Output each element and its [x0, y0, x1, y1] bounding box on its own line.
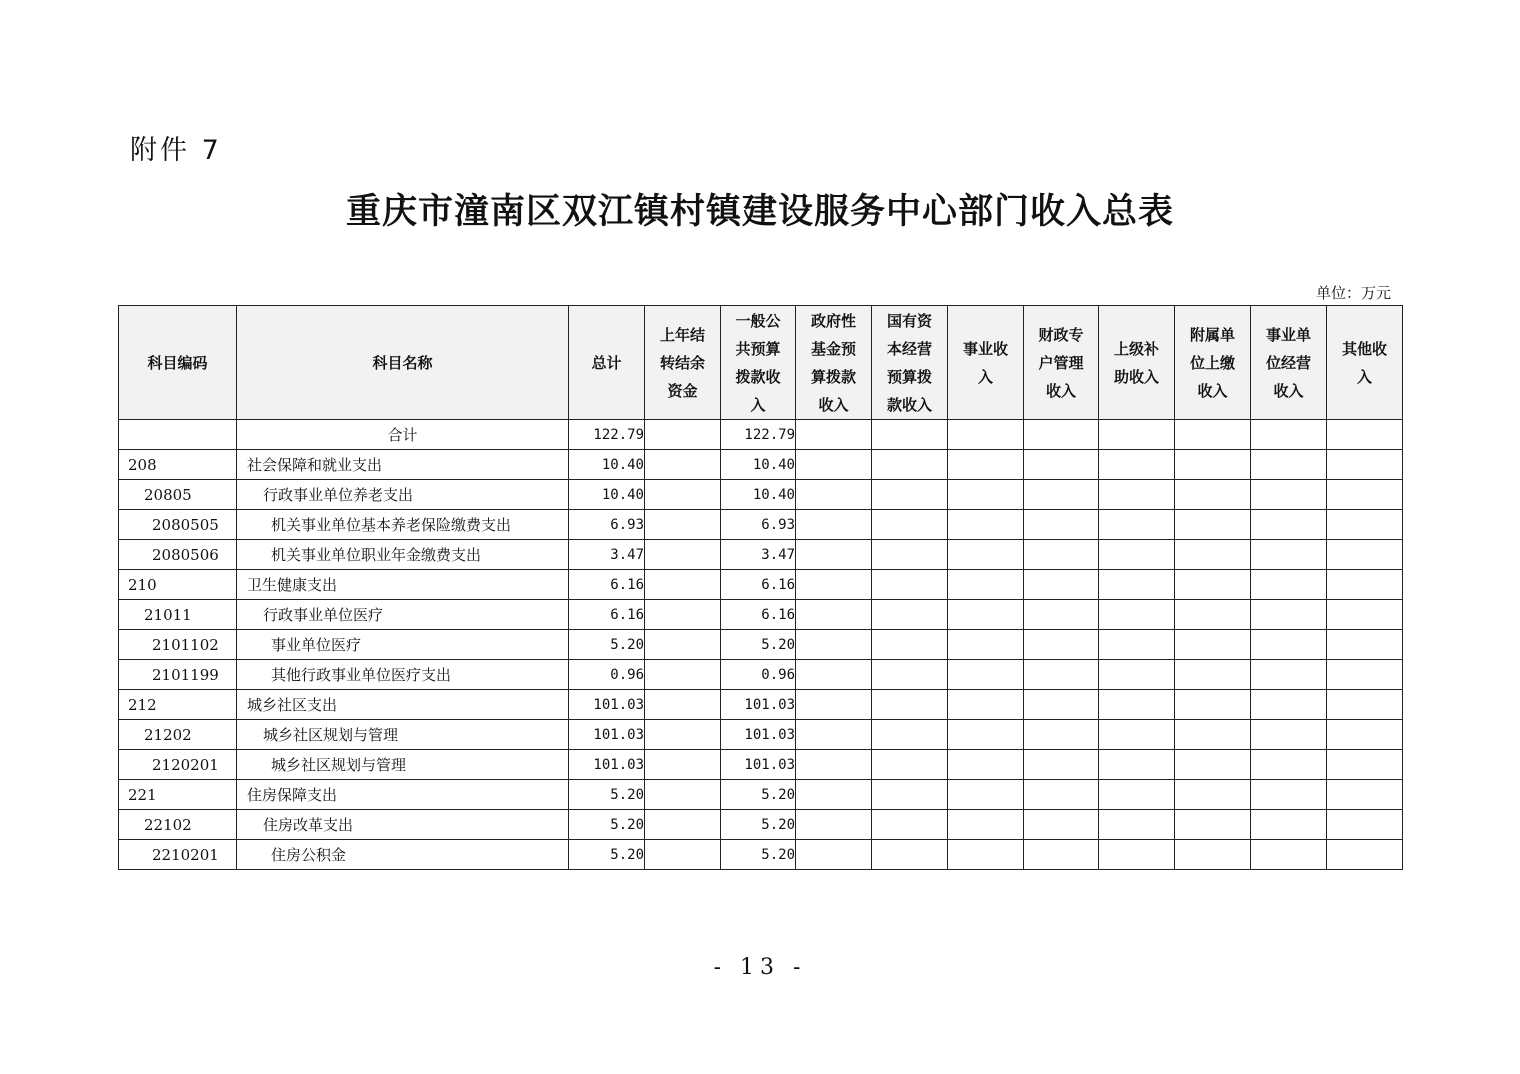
total-cell: 122.79: [569, 420, 645, 450]
page-number: - 13 -: [713, 955, 807, 980]
column-header-superior-subsidy-text: 上级补助收入: [1113, 339, 1159, 386]
empty-cell: [1327, 480, 1403, 510]
empty-cell: [1024, 600, 1099, 630]
empty-cell: [1099, 510, 1175, 540]
empty-cell: [1251, 750, 1327, 780]
column-header-general-budget: [721, 306, 796, 420]
column-header-other-income: [1327, 306, 1403, 420]
general-budget-cell: 101.03: [721, 690, 796, 720]
empty-cell: [948, 480, 1024, 510]
empty-cell: [1327, 630, 1403, 660]
empty-cell: [1175, 750, 1251, 780]
column-header-special-account: [1024, 306, 1099, 420]
empty-cell: [796, 510, 872, 540]
empty-cell: [872, 600, 948, 630]
name-cell: 机关事业单位基本养老保险缴费支出: [237, 510, 569, 540]
general-budget-cell: 122.79: [721, 420, 796, 450]
column-header-gov-fund: [796, 306, 872, 420]
empty-cell: [948, 510, 1024, 540]
column-header-code: 科目编码: [119, 306, 237, 420]
empty-cell: [1251, 630, 1327, 660]
empty-cell: [1251, 690, 1327, 720]
empty-cell: [1024, 750, 1099, 780]
total-cell: 5.20: [569, 780, 645, 810]
empty-cell: [1327, 510, 1403, 540]
column-header-operating-income: [1251, 306, 1327, 420]
empty-cell: [1251, 810, 1327, 840]
empty-cell: [1251, 570, 1327, 600]
empty-cell: [1251, 600, 1327, 630]
general-budget-cell: 101.03: [721, 720, 796, 750]
column-header-gov-fund-text: 政府性基金预算拨款收入: [810, 311, 856, 414]
empty-cell: [1175, 660, 1251, 690]
code-cell: 2120201: [119, 750, 237, 780]
empty-cell: [1251, 780, 1327, 810]
general-budget-cell: 5.20: [721, 630, 796, 660]
code-cell: 2210201: [119, 840, 237, 870]
total-cell: 10.40: [569, 450, 645, 480]
empty-cell: [1327, 450, 1403, 480]
code-cell: 2101199: [119, 660, 237, 690]
empty-cell: [796, 570, 872, 600]
empty-cell: [1175, 450, 1251, 480]
general-budget-cell: 5.20: [721, 840, 796, 870]
table-header-row: [119, 306, 1403, 420]
empty-cell: [1251, 420, 1327, 450]
table-row: [119, 810, 1403, 840]
name-cell: 机关事业单位职业年金缴费支出: [237, 540, 569, 570]
empty-cell: [872, 780, 948, 810]
column-header-state-capital-text: 国有资本经营预算拨款收入: [886, 311, 932, 414]
empty-cell: [1024, 420, 1099, 450]
empty-cell: [872, 570, 948, 600]
empty-cell: [1099, 600, 1175, 630]
code-cell: 221: [119, 780, 237, 810]
empty-cell: [1327, 600, 1403, 630]
empty-cell: [1327, 420, 1403, 450]
carryover-cell: [645, 540, 721, 570]
empty-cell: [796, 840, 872, 870]
table-row: [119, 540, 1403, 570]
table-row: [119, 570, 1403, 600]
total-cell: 6.16: [569, 570, 645, 600]
empty-cell: [948, 570, 1024, 600]
code-cell: [119, 420, 237, 450]
name-cell: 其他行政事业单位医疗支出: [237, 660, 569, 690]
name-cell: 卫生健康支出: [237, 570, 569, 600]
name-cell: 合计: [237, 420, 569, 450]
empty-cell: [948, 660, 1024, 690]
empty-cell: [1175, 630, 1251, 660]
empty-cell: [948, 840, 1024, 870]
total-cell: 101.03: [569, 750, 645, 780]
general-budget-cell: 10.40: [721, 480, 796, 510]
attachment-label: 附件 7: [130, 135, 222, 166]
code-cell: 21011: [119, 600, 237, 630]
code-cell: 21202: [119, 720, 237, 750]
general-budget-cell: 0.96: [721, 660, 796, 690]
column-header-superior-subsidy: [1099, 306, 1175, 420]
empty-cell: [1327, 810, 1403, 840]
empty-cell: [1327, 690, 1403, 720]
empty-cell: [872, 510, 948, 540]
empty-cell: [796, 720, 872, 750]
empty-cell: [1099, 450, 1175, 480]
empty-cell: [1099, 690, 1175, 720]
empty-cell: [1175, 720, 1251, 750]
empty-cell: [1327, 750, 1403, 780]
column-header-operating-income-text: 事业单位经营收入: [1265, 325, 1311, 400]
carryover-cell: [645, 420, 721, 450]
empty-cell: [1024, 510, 1099, 540]
code-cell: 210: [119, 570, 237, 600]
general-budget-cell: 6.16: [721, 570, 796, 600]
column-header-other-income-text: 其他收入: [1341, 339, 1387, 386]
empty-cell: [796, 690, 872, 720]
empty-cell: [1024, 660, 1099, 690]
empty-cell: [872, 690, 948, 720]
total-cell: 5.20: [569, 840, 645, 870]
total-cell: 5.20: [569, 630, 645, 660]
empty-cell: [1327, 720, 1403, 750]
carryover-cell: [645, 690, 721, 720]
empty-cell: [948, 750, 1024, 780]
empty-cell: [796, 750, 872, 780]
empty-cell: [872, 540, 948, 570]
empty-cell: [796, 480, 872, 510]
empty-cell: [1024, 480, 1099, 510]
column-header-affiliated-unit-text: 附属单位上缴收入: [1189, 325, 1235, 400]
empty-cell: [872, 480, 948, 510]
code-cell: 208: [119, 450, 237, 480]
empty-cell: [1251, 720, 1327, 750]
table-row: [119, 750, 1403, 780]
column-header-state-capital: [872, 306, 948, 420]
empty-cell: [1099, 570, 1175, 600]
empty-cell: [948, 540, 1024, 570]
code-cell: 212: [119, 690, 237, 720]
carryover-cell: [645, 810, 721, 840]
empty-cell: [796, 780, 872, 810]
empty-cell: [948, 420, 1024, 450]
revenue-summary-table: [118, 305, 1403, 870]
empty-cell: [1175, 600, 1251, 630]
carryover-cell: [645, 720, 721, 750]
table-row: [119, 720, 1403, 750]
column-header-affiliated-unit: [1175, 306, 1251, 420]
empty-cell: [1099, 480, 1175, 510]
empty-cell: [1251, 510, 1327, 540]
empty-cell: [1327, 540, 1403, 570]
name-cell: 城乡社区规划与管理: [237, 720, 569, 750]
empty-cell: [872, 630, 948, 660]
empty-cell: [1099, 660, 1175, 690]
column-header-carryover-text: 上年结转结余资金: [659, 325, 705, 400]
unit-label: 单位：万元: [1315, 284, 1391, 302]
empty-cell: [1175, 810, 1251, 840]
total-cell: 6.16: [569, 600, 645, 630]
carryover-cell: [645, 570, 721, 600]
empty-cell: [948, 630, 1024, 660]
empty-cell: [1099, 810, 1175, 840]
empty-cell: [948, 450, 1024, 480]
empty-cell: [872, 720, 948, 750]
carryover-cell: [645, 750, 721, 780]
empty-cell: [1024, 720, 1099, 750]
total-cell: 101.03: [569, 720, 645, 750]
document-title: 重庆市潼南区双江镇村镇建设服务中心部门收入总表: [345, 191, 1174, 232]
code-cell: 2101102: [119, 630, 237, 660]
empty-cell: [1099, 420, 1175, 450]
carryover-cell: [645, 510, 721, 540]
total-cell: 10.40: [569, 480, 645, 510]
empty-cell: [1175, 540, 1251, 570]
general-budget-cell: 101.03: [721, 750, 796, 780]
empty-cell: [1327, 840, 1403, 870]
empty-cell: [1099, 780, 1175, 810]
empty-cell: [796, 600, 872, 630]
name-cell: 社会保障和就业支出: [237, 450, 569, 480]
empty-cell: [1175, 480, 1251, 510]
empty-cell: [872, 840, 948, 870]
empty-cell: [1024, 630, 1099, 660]
total-cell: 3.47: [569, 540, 645, 570]
column-header-special-account-text: 财政专户管理收入: [1038, 325, 1084, 400]
empty-cell: [1024, 690, 1099, 720]
name-cell: 行政事业单位医疗: [237, 600, 569, 630]
name-cell: 行政事业单位养老支出: [237, 480, 569, 510]
empty-cell: [872, 450, 948, 480]
empty-cell: [872, 660, 948, 690]
empty-cell: [1024, 450, 1099, 480]
code-cell: 2080506: [119, 540, 237, 570]
table-row: [119, 840, 1403, 870]
general-budget-cell: 3.47: [721, 540, 796, 570]
empty-cell: [1251, 480, 1327, 510]
empty-cell: [1024, 780, 1099, 810]
name-cell: 城乡社区规划与管理: [237, 750, 569, 780]
empty-cell: [1251, 540, 1327, 570]
empty-cell: [948, 600, 1024, 630]
table-row: [119, 450, 1403, 480]
empty-cell: [1175, 570, 1251, 600]
name-cell: 住房保障支出: [237, 780, 569, 810]
empty-cell: [1175, 780, 1251, 810]
empty-cell: [1251, 450, 1327, 480]
empty-cell: [1024, 810, 1099, 840]
empty-cell: [1327, 570, 1403, 600]
empty-cell: [1175, 690, 1251, 720]
table-row: [119, 660, 1403, 690]
empty-cell: [796, 630, 872, 660]
general-budget-cell: 6.16: [721, 600, 796, 630]
column-header-total: 总计: [569, 306, 645, 420]
empty-cell: [1175, 420, 1251, 450]
general-budget-cell: 5.20: [721, 780, 796, 810]
table-row: [119, 780, 1403, 810]
code-cell: 2080505: [119, 510, 237, 540]
table-row: [119, 690, 1403, 720]
carryover-cell: [645, 450, 721, 480]
empty-cell: [872, 420, 948, 450]
table-row: [119, 480, 1403, 510]
total-cell: 5.20: [569, 810, 645, 840]
empty-cell: [796, 540, 872, 570]
carryover-cell: [645, 630, 721, 660]
empty-cell: [1024, 570, 1099, 600]
carryover-cell: [645, 840, 721, 870]
empty-cell: [1175, 840, 1251, 870]
empty-cell: [948, 690, 1024, 720]
carryover-cell: [645, 480, 721, 510]
empty-cell: [948, 780, 1024, 810]
total-cell: 101.03: [569, 690, 645, 720]
table-row-total: [119, 420, 1403, 450]
carryover-cell: [645, 600, 721, 630]
empty-cell: [796, 660, 872, 690]
general-budget-cell: 6.93: [721, 510, 796, 540]
empty-cell: [1024, 840, 1099, 870]
code-cell: 22102: [119, 810, 237, 840]
empty-cell: [796, 450, 872, 480]
empty-cell: [948, 810, 1024, 840]
carryover-cell: [645, 660, 721, 690]
empty-cell: [1251, 840, 1327, 870]
empty-cell: [1099, 540, 1175, 570]
code-cell: 20805: [119, 480, 237, 510]
table-row: [119, 630, 1403, 660]
name-cell: 事业单位医疗: [237, 630, 569, 660]
table-row: [119, 600, 1403, 630]
carryover-cell: [645, 780, 721, 810]
empty-cell: [1099, 630, 1175, 660]
column-header-carryover: [645, 306, 721, 420]
column-header-general-budget-text: 一般公共预算拨款收入: [735, 311, 781, 414]
empty-cell: [1099, 840, 1175, 870]
total-cell: 0.96: [569, 660, 645, 690]
empty-cell: [1099, 720, 1175, 750]
general-budget-cell: 10.40: [721, 450, 796, 480]
name-cell: 住房公积金: [237, 840, 569, 870]
empty-cell: [1251, 660, 1327, 690]
empty-cell: [872, 810, 948, 840]
general-budget-cell: 5.20: [721, 810, 796, 840]
empty-cell: [1175, 510, 1251, 540]
empty-cell: [872, 750, 948, 780]
name-cell: 城乡社区支出: [237, 690, 569, 720]
empty-cell: [1099, 750, 1175, 780]
empty-cell: [796, 420, 872, 450]
column-header-business-income-text: 事业收入: [962, 339, 1008, 386]
column-header-name: 科目名称: [237, 306, 569, 420]
empty-cell: [948, 720, 1024, 750]
table-row: [119, 510, 1403, 540]
name-cell: 住房改革支出: [237, 810, 569, 840]
total-cell: 6.93: [569, 510, 645, 540]
empty-cell: [1024, 540, 1099, 570]
empty-cell: [1327, 660, 1403, 690]
column-header-business-income: [948, 306, 1024, 420]
empty-cell: [796, 810, 872, 840]
empty-cell: [1327, 780, 1403, 810]
